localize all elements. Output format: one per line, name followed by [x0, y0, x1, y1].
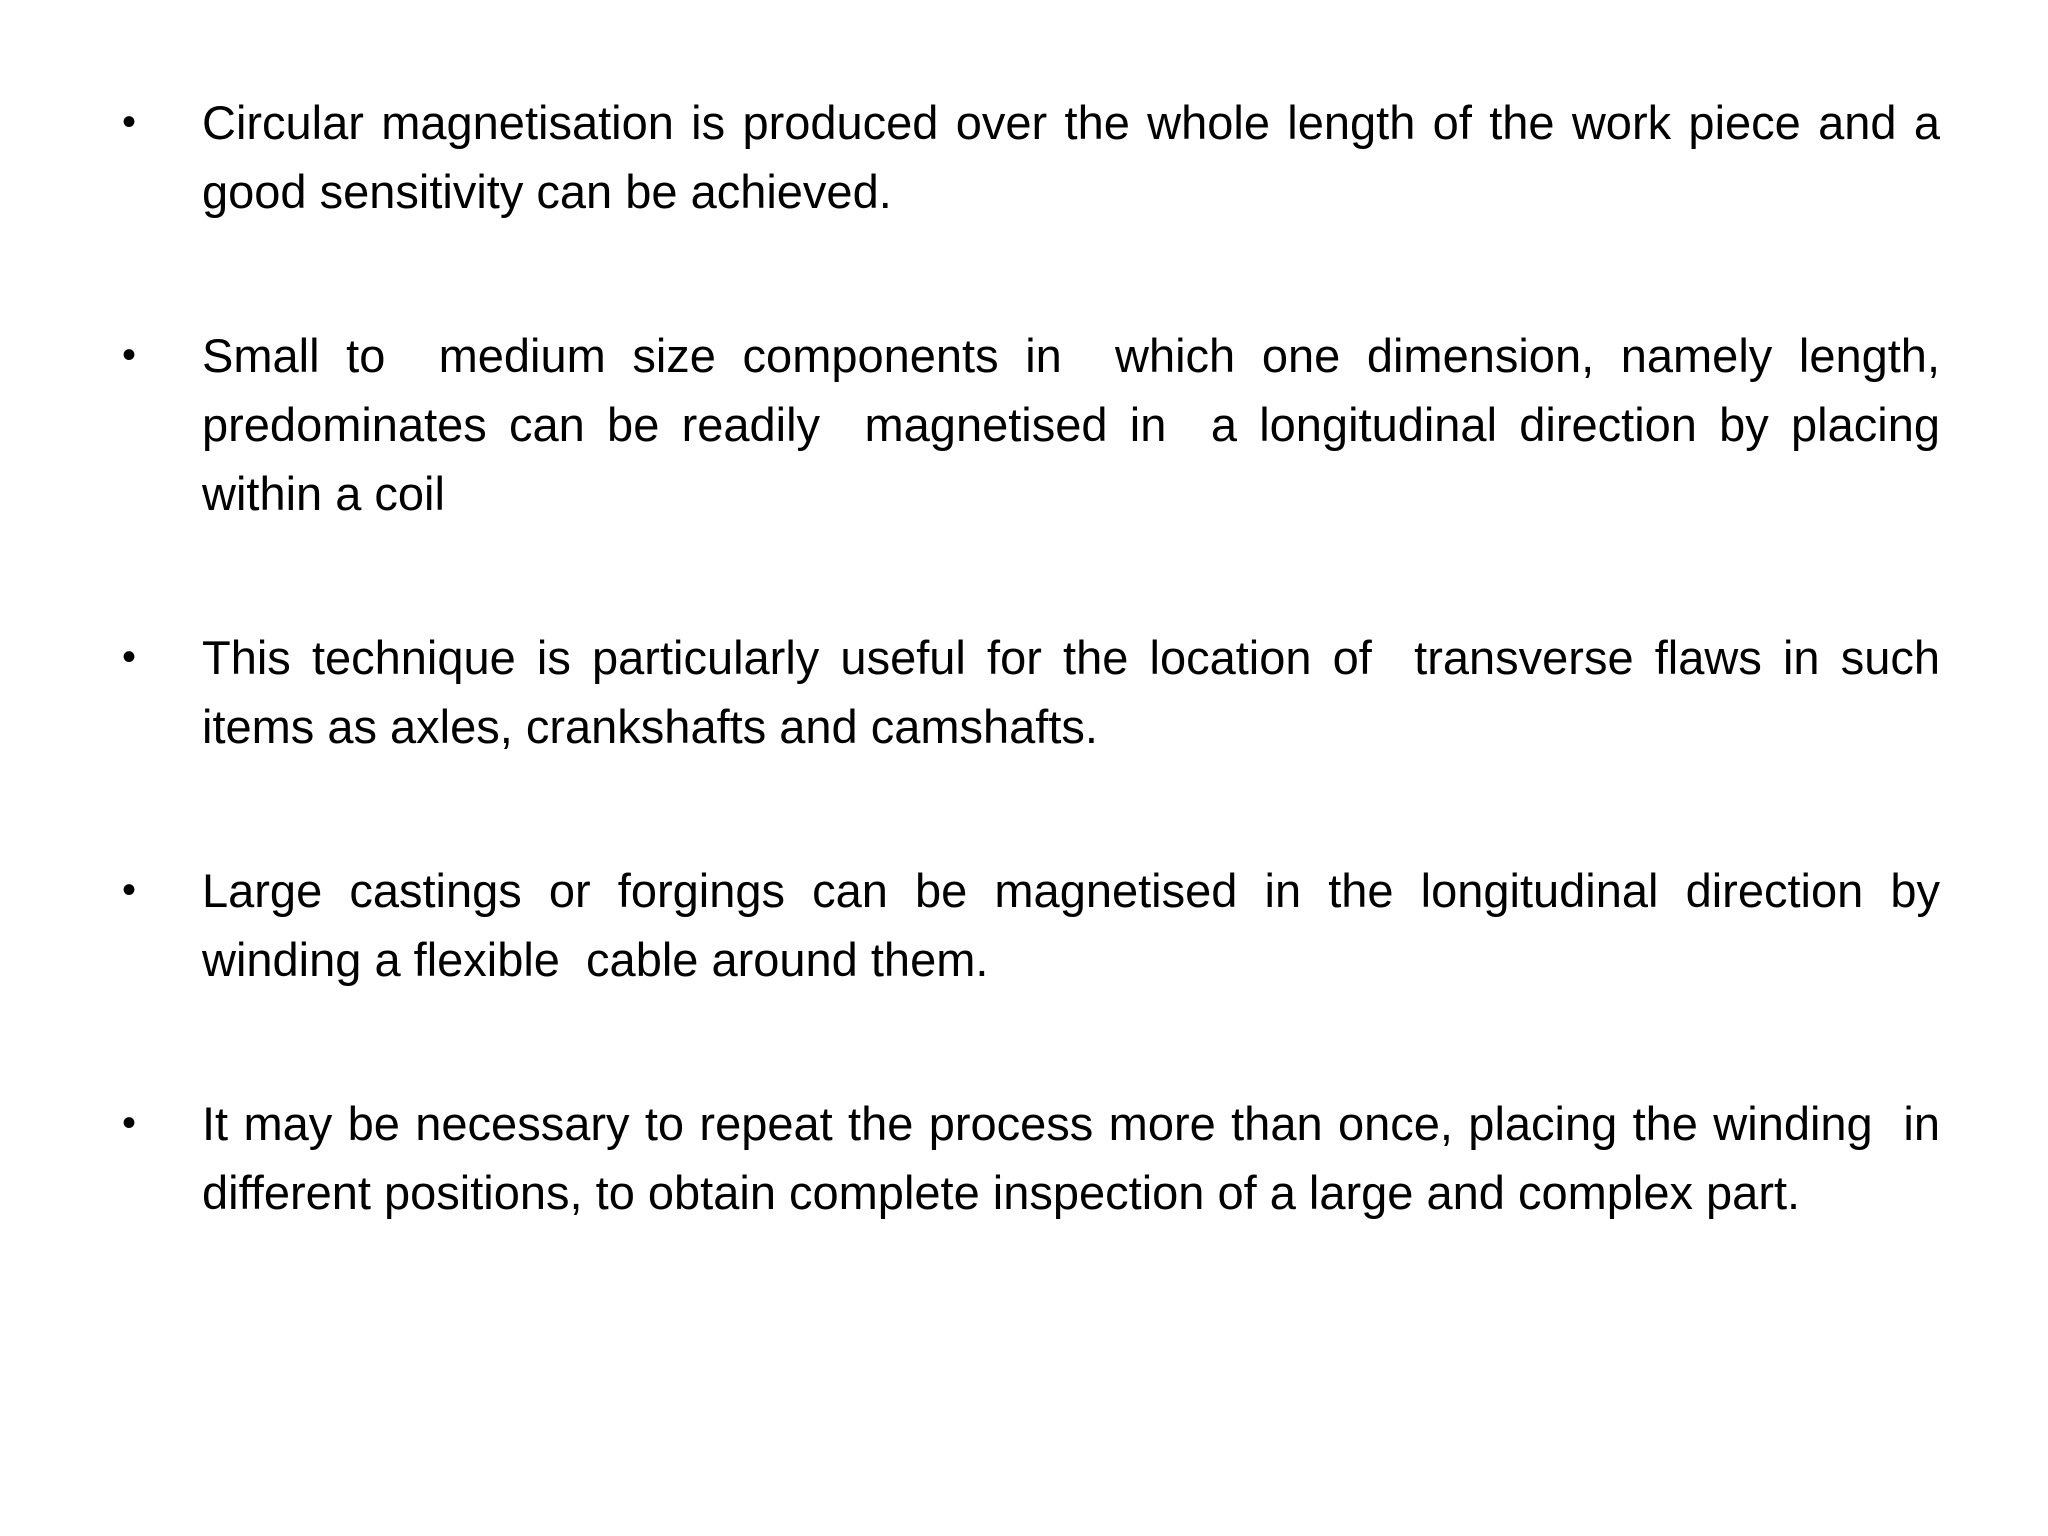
bullet-dot-icon: •: [122, 100, 137, 144]
bullet-item: [122, 1089, 1954, 1227]
bullet-text: This technique is particularly useful for the location of transverse flaws in such items as axles, crankshafts and camshafts.: [202, 631, 1954, 753]
bullet-list: [122, 88, 1967, 1322]
bullet-item: [122, 321, 1967, 528]
bullet-text: Circular magnetisation is produced over the whole length of the work piece and a good sensitivity can be achieved.: [202, 96, 1954, 218]
bullet-item: [122, 88, 1954, 226]
bullet-dot-icon: •: [122, 1101, 137, 1145]
bullet-item: [122, 623, 1954, 761]
bullet-text: Large castings or forgings can be magnetised in the longitudinal direction by winding a flexible cable around them.: [202, 864, 1954, 986]
bullet-item: [122, 856, 1954, 994]
bullet-dot-icon: •: [122, 635, 137, 679]
bullet-text: It may be necessary to repeat the process more than once, placing the winding in different positions, to obtain complete inspection of a large and complex part.: [202, 1097, 1954, 1219]
bullet-text: Small to medium size components in which one dimension, namely length, predominates can be readily magnetised in a longitudinal direction by placing within a coil: [202, 329, 1967, 520]
bullet-dot-icon: •: [122, 333, 137, 377]
bullet-dot-icon: •: [122, 868, 137, 912]
